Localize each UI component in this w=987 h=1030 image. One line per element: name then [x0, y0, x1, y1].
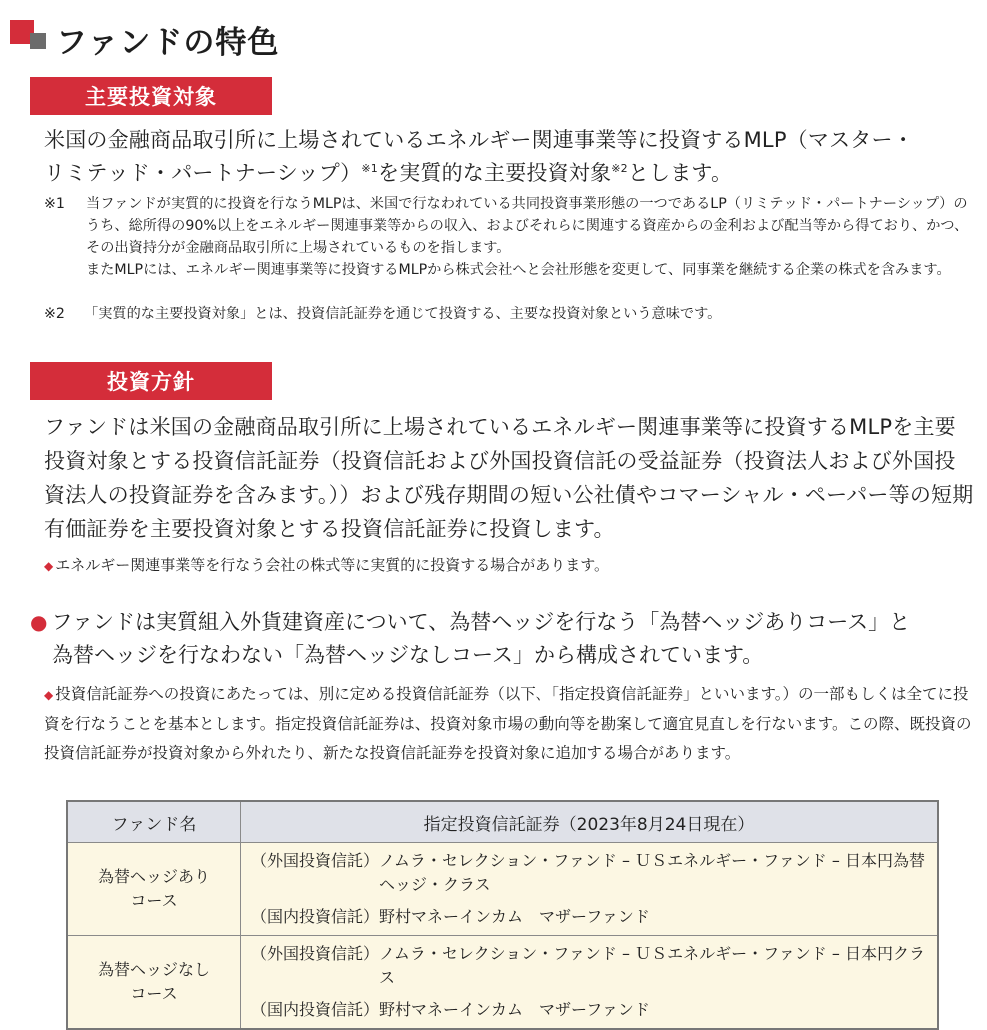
fund-name: 野村マネーインカム マザーファンド	[379, 1000, 650, 1019]
table-cell-course	[67, 936, 241, 1030]
main-target-line2: リミテッド・パートナーシップ）	[44, 161, 362, 185]
course-bullet-line2: 為替ヘッジを行なわない「為替ヘッジなしコース」から構成されています。	[52, 643, 764, 667]
main-target-paragraph	[44, 124, 974, 190]
footnote-ref-2: ※2	[611, 162, 628, 175]
course-bullet-line1: ファンドは実質組入外貨建資産について、為替ヘッジを行なう「為替ヘッジありコース」と	[51, 610, 911, 634]
fund-name: ノムラ・セレクション・ファンド – ＵＳエネルギー・ファンド – 日本円クラス	[379, 944, 925, 987]
fund-name: 野村マネーインカム マザーファンド	[379, 907, 650, 926]
fund-type-tag: （国内投資信託）	[251, 1000, 380, 1019]
table-cell-funds	[241, 843, 939, 936]
circle-bullet-icon: ●	[30, 610, 48, 634]
designated-fund-note-text: 投資信託証券への投資にあたっては、別に定める投資信託証券（以下､「指定投資信託証券」といいます。）の一部もしくは全てに投資を行なうことを基本とします。指定投資信託証券は、投資対象市場の動向等を勘案して適宜見直しを行ないます。この際、既投資の投資信託証券が投資対象から外れたり、新たな投資信託証券を投資対象に追加する場合があります。	[44, 685, 972, 762]
designated-funds-table	[66, 800, 939, 1030]
course-name-line1: 為替ヘッジなし	[97, 960, 210, 979]
table-header-row	[67, 801, 938, 843]
course-name-line1: 為替ヘッジあり	[97, 867, 210, 886]
designated-fund-note	[44, 680, 979, 768]
footnote-2-mark: ※2	[44, 306, 65, 322]
main-target-line2-mid: を実質的な主要投資対象	[378, 161, 612, 185]
footnote-1-text: 当ファンドが実質的に投資を行なうMLPは、米国で行なわれている共同投資事業形態の一つであるLP（リミテッド・パートナーシップ）のうち、総所得の90%以上をエネルギー関連事業等からの収入、およびそれらに関連する資産からの金利および配当等から得ており、かつ、その出資持分が金融商品取引所に上場されているものを指します。	[86, 196, 969, 256]
policy-paragraph: ファンドは米国の金融商品取引所に上場されているエネルギー関連事業等に投資するMLPを主要投資対象とする投資信託証券（投資信託および外国投資信託の受益証券（投資法人および外国投資法人の投資証券を含みます。））および残存期間の短い公社債やコマーシャル・ペーパー等の短期有価証券を主要投資対象とする投資信託証券に投資します。	[44, 415, 974, 541]
policy-diamond-note	[44, 552, 979, 579]
course-bullet	[30, 606, 975, 672]
footnote-2	[44, 303, 979, 325]
main-target-line1: 米国の金融商品取引所に上場されているエネルギー関連事業等に投資するMLP（マスター・	[44, 128, 914, 152]
table-cell-course	[67, 843, 241, 936]
footnote-1-mark: ※1	[44, 196, 65, 212]
section-label-main-target: 主要投資対象	[30, 77, 272, 115]
footnote-1-text2: またMLPには、エネルギー関連事業等に投資するMLPから株式会社へと会社形態を変更して、同事業を継続する企業の株式を含みます。	[86, 262, 951, 278]
table-header-designated: 指定投資信託証券（2023年8月24日現在）	[241, 801, 939, 843]
title-square-gray-icon	[30, 33, 46, 49]
main-target-line2-end: とします。	[627, 161, 733, 185]
table-row	[67, 936, 938, 1030]
course-name-line2: コース	[130, 984, 178, 1003]
diamond-bullet-icon: ◆	[44, 559, 54, 573]
table-cell-funds	[241, 936, 939, 1030]
fund-type-tag: （外国投資信託）	[251, 851, 380, 870]
diamond-bullet-icon: ◆	[44, 688, 54, 702]
fund-type-tag: （国内投資信託）	[251, 907, 380, 926]
table-row	[67, 843, 938, 936]
page-title: ファンドの特色	[56, 25, 280, 61]
table-header-fund-name: ファンド名	[67, 801, 241, 843]
footnote-1	[44, 193, 979, 281]
fund-name: ノムラ・セレクション・ファンド – ＵＳエネルギー・ファンド – 日本円為替ヘッジ・クラス	[379, 851, 925, 894]
policy-diamond-note-text: エネルギー関連事業等を行なう会社の株式等に実質的に投資する場合があります。	[55, 556, 610, 574]
course-name-line2: コース	[130, 891, 178, 910]
footnote-2-text: 「実質的な主要投資対象」とは、投資信託証券を通じて投資する、主要な投資対象という意味です。	[84, 306, 722, 322]
fund-type-tag: （外国投資信託）	[251, 944, 380, 963]
footnote-ref-1: ※1	[361, 162, 378, 175]
section-label-policy: 投資方針	[30, 362, 272, 400]
